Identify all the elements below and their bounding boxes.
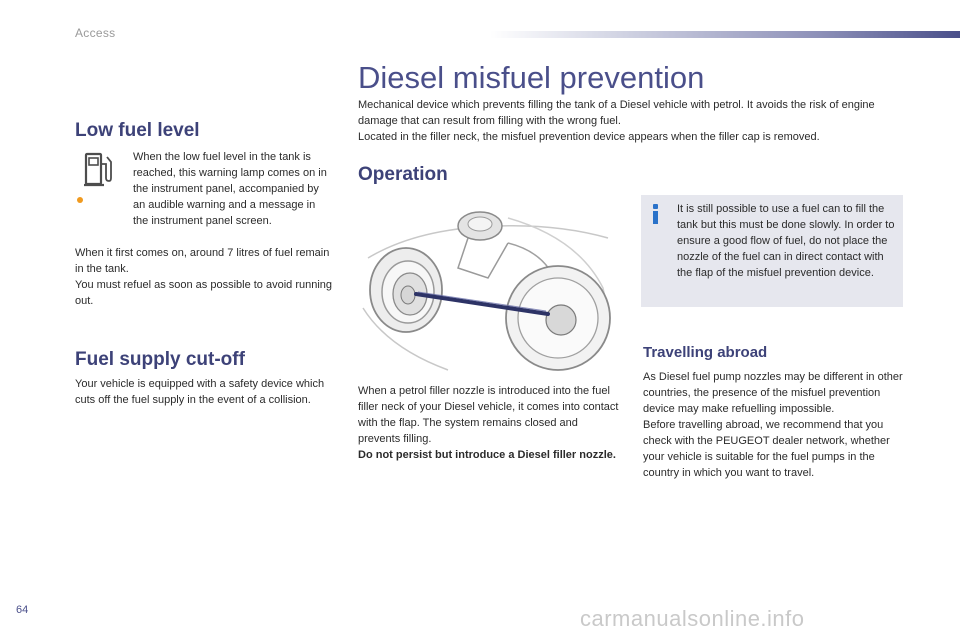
operation-heading: Operation (358, 164, 448, 185)
low-fuel-paragraph-2: You must refuel as soon as possible to avoid running out. (75, 279, 333, 307)
operation-description (358, 383, 620, 463)
intro-paragraph-2: Located in the filler neck, the misfuel prevention device appears when the filler cap is removed. (358, 131, 820, 143)
info-box-text: It is still possible to use a fuel can to fill the tank but this must be done slowly. In order to ensure a good flow of fuel, do not place the nozzle of the fuel can in direct contact with the flap of the misfuel prevention device. (677, 203, 895, 279)
filler-neck-illustration (358, 198, 618, 376)
travel-paragraph-1: As Diesel fuel pump nozzles may be different in other countries, the presence of the misfuel prevention device may make refuelling impossible. (643, 371, 903, 415)
travelling-abroad-heading: Travelling abroad (643, 344, 768, 361)
watermark-text: carmanualsonline.info (580, 606, 805, 631)
page-number: 64 (16, 604, 29, 616)
page-title: Diesel misfuel prevention (358, 60, 705, 95)
misfuel-intro (358, 97, 906, 145)
low-fuel-paragraph-1: When it first comes on, around 7 litres of fuel remain in the tank. (75, 247, 330, 275)
fuel-cutoff-body: Your vehicle is equipped with a safety device which cuts off the fuel supply in the event of a collision. (75, 378, 325, 406)
travelling-abroad-body (643, 369, 905, 481)
operation-emphasis: Do not persist but introduce a Diesel filler nozzle. (358, 449, 616, 461)
operation-paragraph: When a petrol filler nozzle is introduced into the fuel filler neck of your Diesel vehicle, it comes into contact with the flap. The system remains closed and prevents filling. (358, 385, 619, 445)
info-icon (651, 204, 660, 224)
section-label: Access (75, 26, 116, 40)
fuel-cutoff-heading: Fuel supply cut-off (75, 349, 245, 370)
intro-paragraph-1: Mechanical device which prevents filling the tank of a Diesel vehicle with petrol. It avoids the risk of engine damage that can result from filling with the wrong fuel. (358, 99, 875, 127)
fuel-pump-icon (84, 150, 114, 190)
low-fuel-description: When the low fuel level in the tank is reached, this warning lamp comes on in the instrument panel, accompanied by an audible warning and a message in the instrument panel screen. (133, 151, 327, 227)
low-fuel-heading: Low fuel level (75, 120, 200, 141)
travel-paragraph-2: Before travelling abroad, we recommend that you check with the PEUGEOT dealer network, whether your vehicle is suitable for the fuel pumps in the country in which you want to travel. (643, 419, 890, 479)
low-fuel-details (75, 245, 333, 309)
header-gradient-bar (490, 31, 960, 38)
warning-bullet-dot (77, 197, 83, 203)
